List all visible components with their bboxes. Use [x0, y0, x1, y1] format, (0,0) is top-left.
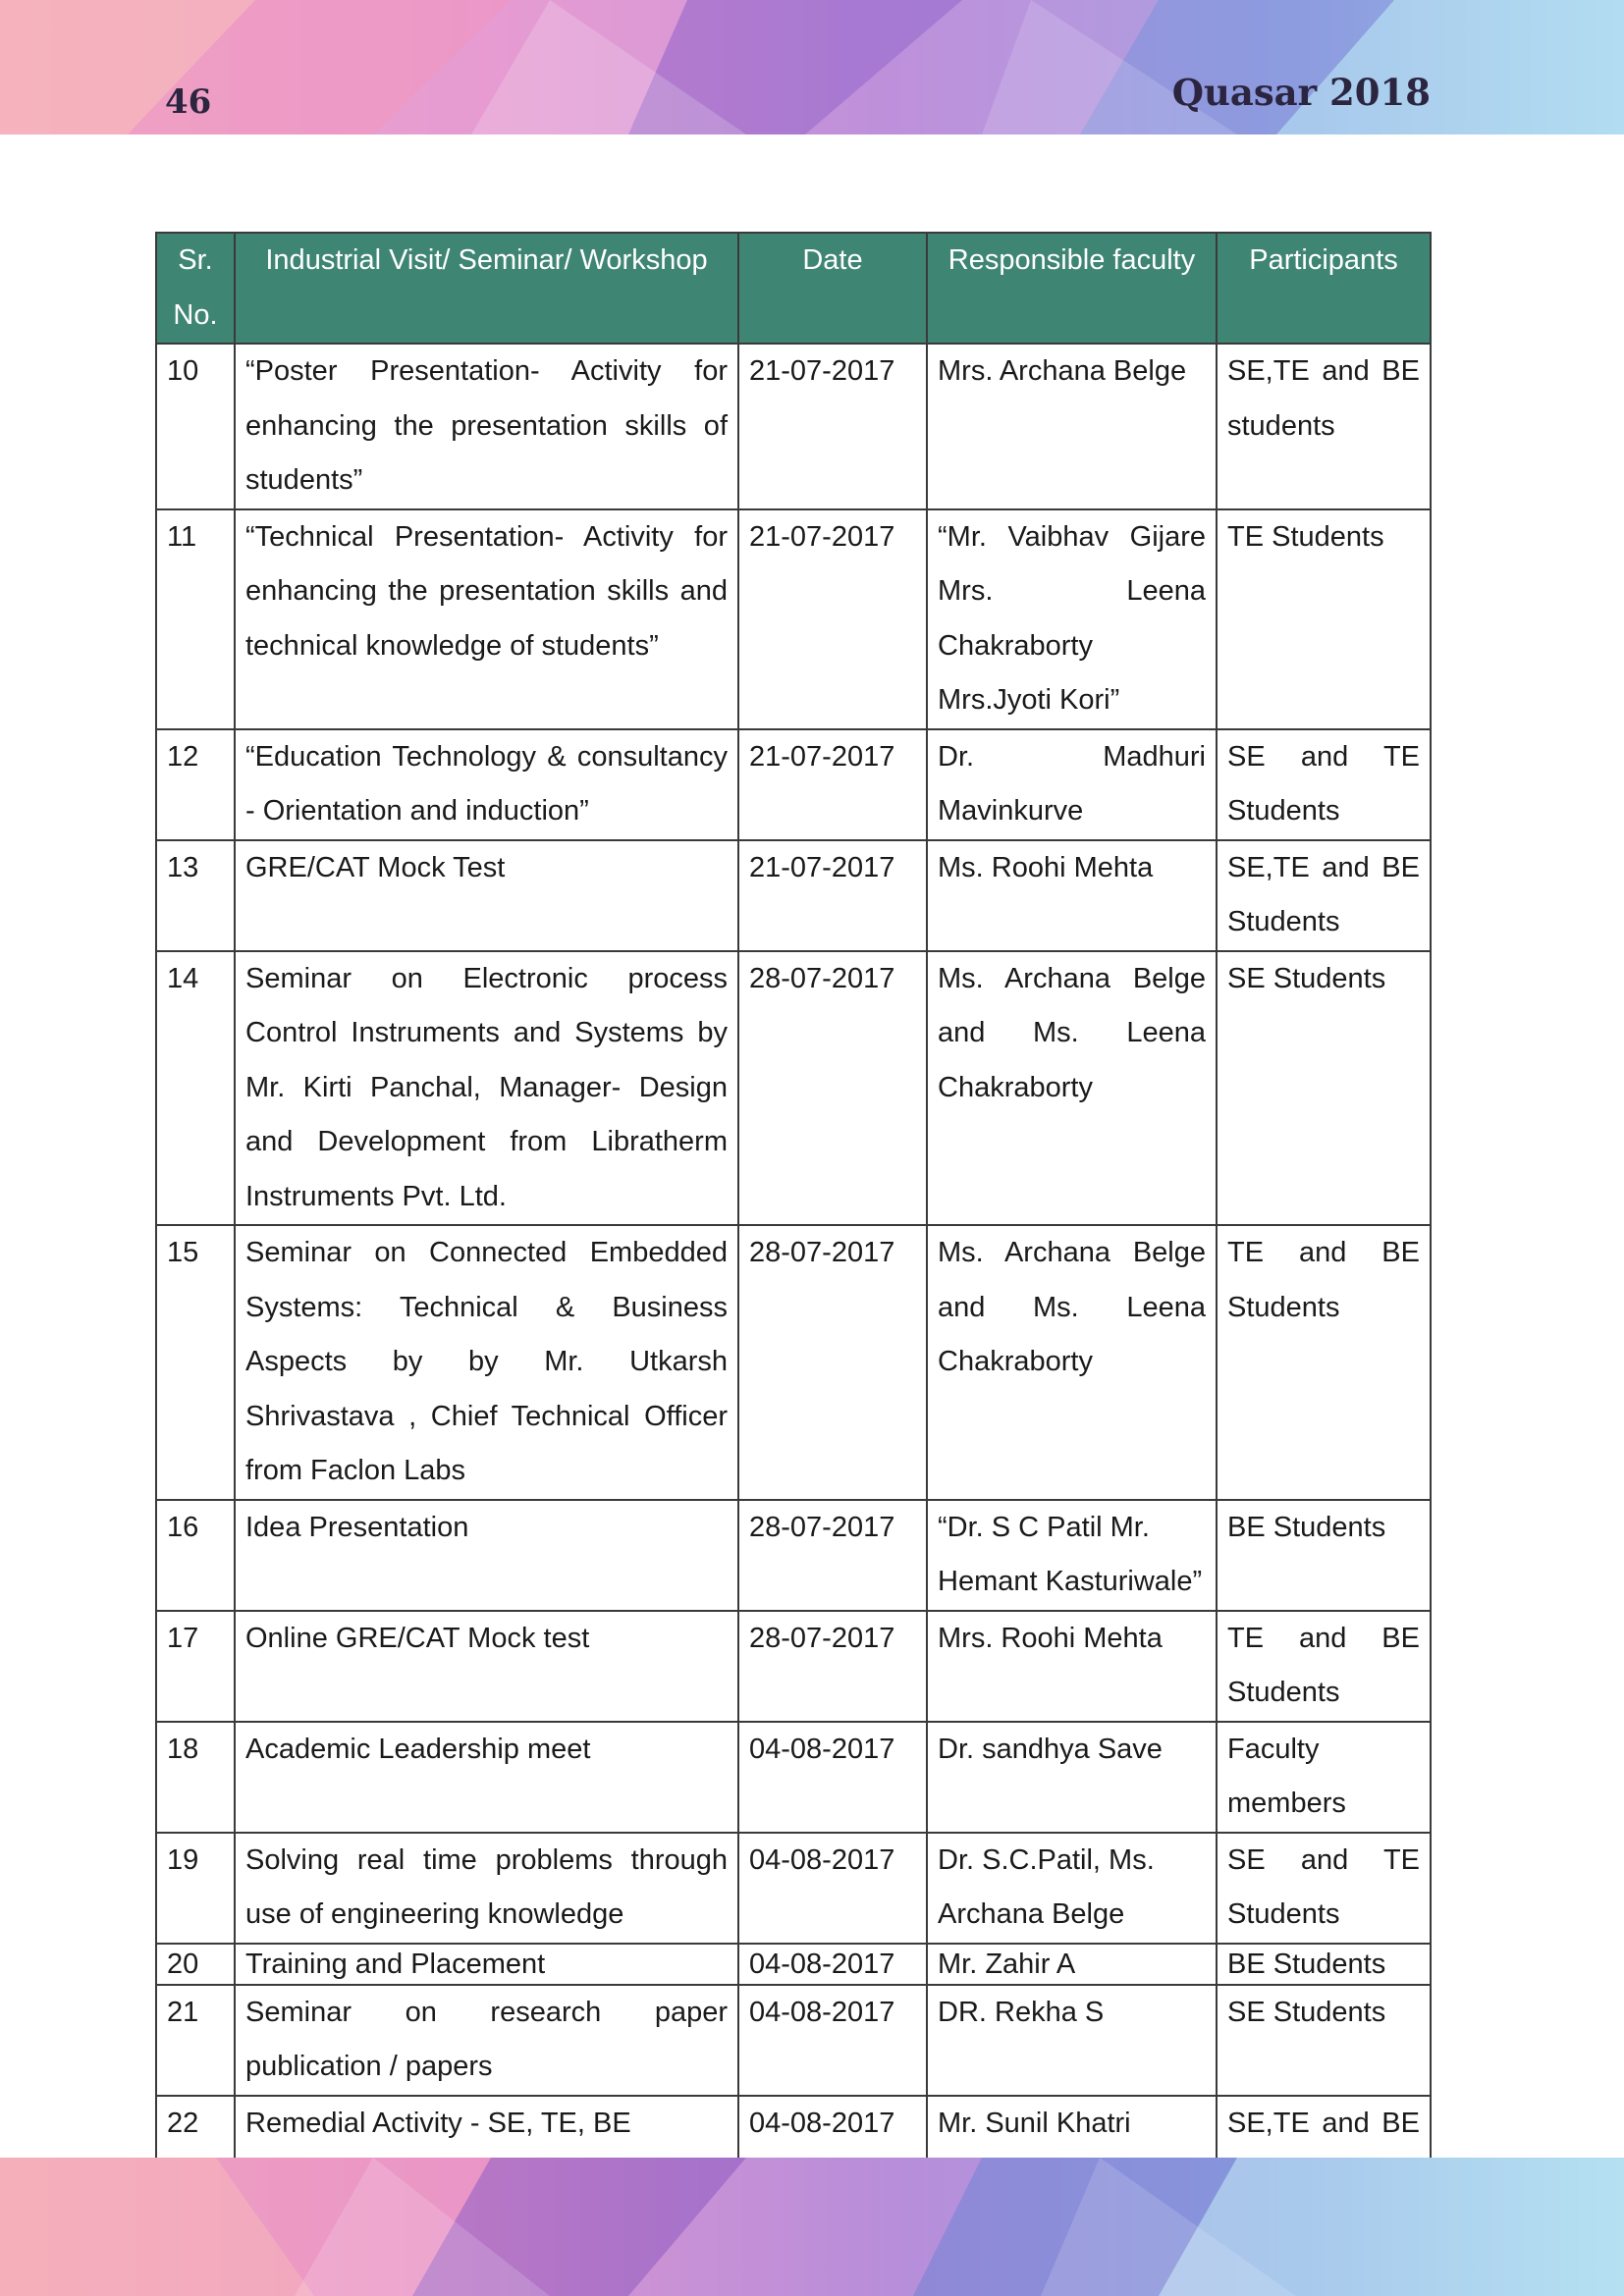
activity-cell: Seminar on Connected Embedded Systems: Technical & Business Aspects by by Mr. Utkarsh Shrivastava , Chief Technical Officer from Faclon Labs [235, 1225, 738, 1500]
participants-cell: TE and BE Students [1217, 1225, 1431, 1500]
faculty-cell: “Dr. S C Patil Mr. Hemant Kasturiwale” [927, 1500, 1217, 1611]
date-cell: 04-08-2017 [738, 1944, 927, 1985]
date-cell: 21-07-2017 [738, 840, 927, 951]
sr-no-cell: 19 [156, 1833, 235, 1944]
activity-cell: Remedial Activity - SE, TE, BE [235, 2096, 738, 2207]
activity-cell: “Poster Presentation- Activity for enhancing the presentation skills of students” [235, 344, 738, 509]
date-cell: 28-07-2017 [738, 1500, 927, 1611]
table-row [156, 951, 1431, 1226]
faculty-cell: “Mr. Vaibhav Gijare Mrs. Leena Chakraborty Mrs.Jyoti Kori” [927, 509, 1217, 729]
table-header-row [156, 233, 1431, 344]
activity-cell: “Education Technology & consultancy - Orientation and induction” [235, 729, 738, 840]
polygon-pattern-graphic [0, 0, 1624, 134]
faculty-cell: Dr. sandhya Save [927, 1722, 1217, 1833]
faculty-cell: Dr. Madhuri Mavinkurve [927, 729, 1217, 840]
participants-cell: TE and BE Students [1217, 1611, 1431, 1722]
date-cell: 04-08-2017 [738, 2096, 927, 2207]
top-decorative-banner [0, 0, 1624, 134]
date-cell: 28-07-2017 [738, 951, 927, 1226]
date-cell: 04-08-2017 [738, 1833, 927, 1944]
faculty-cell: Ms. Archana Belge and Ms. Leena Chakraborty [927, 951, 1217, 1226]
participants-cell: BE Students [1217, 1944, 1431, 1985]
table-row [156, 1611, 1431, 1722]
column-header-participants: Participants [1217, 233, 1431, 344]
column-header-sr-no: Sr. No. [156, 233, 235, 344]
date-cell: 04-08-2017 [738, 1985, 927, 2096]
table-row [156, 1500, 1431, 1611]
participants-cell: SE,TE and BE Students [1217, 840, 1431, 951]
polygon-pattern-graphic [0, 2158, 1624, 2296]
table-row [156, 840, 1431, 951]
faculty-cell: Mrs. Archana Belge [927, 344, 1217, 509]
bottom-decorative-banner [0, 2158, 1624, 2296]
activities-table [155, 232, 1432, 2208]
column-header-activity: Industrial Visit/ Seminar/ Workshop [235, 233, 738, 344]
sr-no-cell: 15 [156, 1225, 235, 1500]
activity-cell: Solving real time problems through use of engineering knowledge [235, 1833, 738, 1944]
participants-cell: SE,TE and BE students [1217, 344, 1431, 509]
sr-no-cell: 22 [156, 2096, 235, 2207]
table-row [156, 729, 1431, 840]
sr-no-cell: 12 [156, 729, 235, 840]
activity-cell: Academic Leadership meet [235, 1722, 738, 1833]
column-header-date: Date [738, 233, 927, 344]
participants-cell: SE Students [1217, 1985, 1431, 2096]
participants-cell: SE and TE Students [1217, 729, 1431, 840]
table-row [156, 1944, 1431, 1985]
table-row [156, 1722, 1431, 1833]
faculty-cell: Mr. Sunil Khatri [927, 2096, 1217, 2207]
page-number: 46 [165, 82, 212, 122]
activity-cell: Seminar on Electronic process Control Instruments and Systems by Mr. Kirti Panchal, Manager- Design and Development from Libratherm Instruments Pvt. Ltd. [235, 951, 738, 1226]
participants-cell: TE Students [1217, 509, 1431, 729]
faculty-cell: Ms. Roohi Mehta [927, 840, 1217, 951]
sr-no-cell: 17 [156, 1611, 235, 1722]
activity-cell: Online GRE/CAT Mock test [235, 1611, 738, 1722]
sr-no-cell: 18 [156, 1722, 235, 1833]
date-cell: 21-07-2017 [738, 344, 927, 509]
sr-no-cell: 10 [156, 344, 235, 509]
participants-cell: Faculty members [1217, 1722, 1431, 1833]
faculty-cell: Dr. S.C.Patil, Ms. Archana Belge [927, 1833, 1217, 1944]
sr-no-cell: 13 [156, 840, 235, 951]
sr-no-cell: 14 [156, 951, 235, 1226]
column-header-faculty: Responsible faculty [927, 233, 1217, 344]
activity-cell: “Technical Presentation- Activity for enhancing the presentation skills and technical knowledge of students” [235, 509, 738, 729]
faculty-cell: Mr. Zahir A [927, 1944, 1217, 1985]
sr-no-cell: 11 [156, 509, 235, 729]
activity-cell: Idea Presentation [235, 1500, 738, 1611]
sr-no-cell: 21 [156, 1985, 235, 2096]
faculty-cell: Ms. Archana Belge and Ms. Leena Chakraborty [927, 1225, 1217, 1500]
activity-cell: GRE/CAT Mock Test [235, 840, 738, 951]
sr-no-cell: 16 [156, 1500, 235, 1611]
date-cell: 28-07-2017 [738, 1611, 927, 1722]
publication-title: Quasar 2018 [1171, 71, 1431, 114]
faculty-cell: Mrs. Roohi Mehta [927, 1611, 1217, 1722]
participants-cell: SE,TE and BE [1217, 2096, 1431, 2207]
table-row [156, 1985, 1431, 2096]
participants-cell: SE Students [1217, 951, 1431, 1226]
date-cell: 28-07-2017 [738, 1225, 927, 1500]
date-cell: 21-07-2017 [738, 729, 927, 840]
activity-cell: Seminar on research paper publication / papers [235, 1985, 738, 2096]
table-row [156, 1225, 1431, 1500]
date-cell: 21-07-2017 [738, 509, 927, 729]
date-cell: 04-08-2017 [738, 1722, 927, 1833]
activity-cell: Training and Placement [235, 1944, 738, 1985]
table-row [156, 509, 1431, 729]
table-row [156, 344, 1431, 509]
sr-no-cell: 20 [156, 1944, 235, 1985]
faculty-cell: DR. Rekha S [927, 1985, 1217, 2096]
participants-cell: SE and TE Students [1217, 1833, 1431, 1944]
participants-cell: BE Students [1217, 1500, 1431, 1611]
table-row [156, 1833, 1431, 1944]
